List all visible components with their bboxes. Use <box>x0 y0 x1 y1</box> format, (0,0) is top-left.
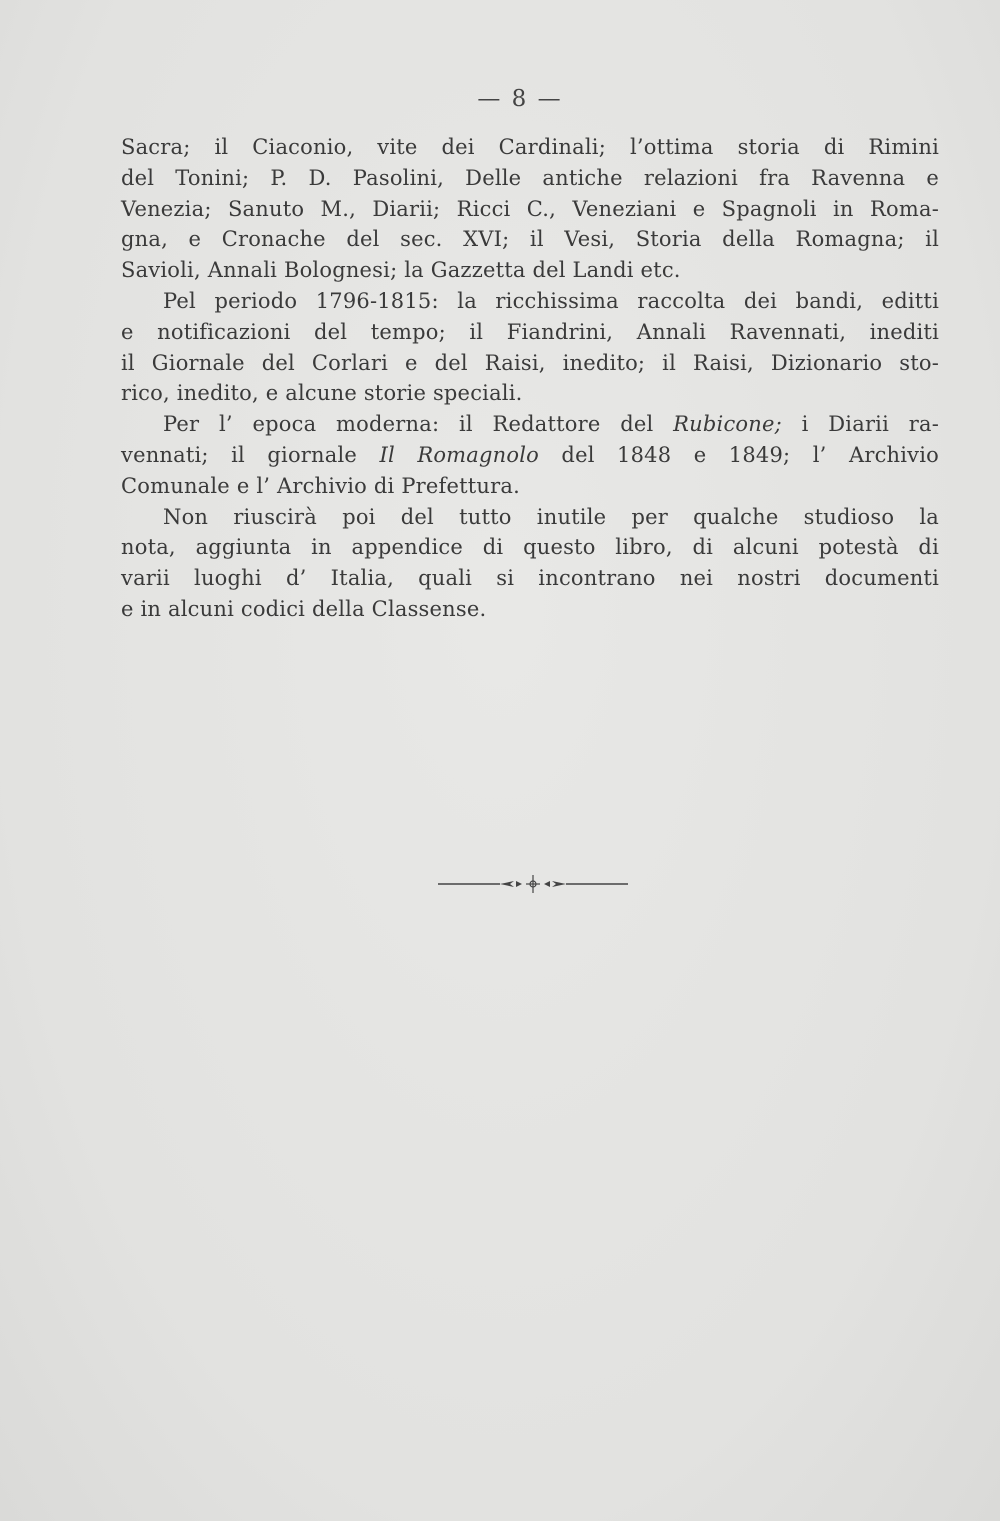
text-line: Venezia; Sanuto M., Diarii; Ricci C., Veneziani e Spagnoli in Roma- <box>121 196 939 221</box>
italic-title: Il Romagnolo <box>379 442 539 467</box>
text-line: varii luoghi d’ Italia, quali si incontrano nei nostri documenti <box>121 566 939 591</box>
text-segment: Per l’ epoca moderna: il Redattore del <box>163 412 674 437</box>
text-segment: i Diarii ra- <box>781 412 939 437</box>
text-line: Sacra; il Ciaconio, vite dei Cardinali; l’ottima storia di Rimini <box>121 135 939 159</box>
text-line: gna, e Cronache del sec. XVI; il Vesi, Storia della Romagna; il <box>121 227 939 252</box>
decorative-divider-icon <box>438 872 628 896</box>
text-line <box>121 409 939 440</box>
text-line: e in alcuni codici della Classense. <box>121 596 487 621</box>
text-line: Comunale e l’ Archivio di Prefettura. <box>121 473 520 498</box>
text-line: del Tonini; P. D. Pasolini, Delle antiche relazioni fra Ravenna e <box>121 165 939 190</box>
text-line: e notificazioni del tempo; il Fiandrini, Annali Ravennati, inediti <box>121 319 939 344</box>
text-line: Savioli, Annali Bolognesi; la Gazzetta del Landi etc. <box>121 258 681 283</box>
text-segment: vennati; il giornale <box>121 442 380 467</box>
text-line: Pel periodo 1796-1815: la ricchissima raccolta dei bandi, editti <box>163 288 939 313</box>
text-line: nota, aggiunta in appendice di questo libro, di alcuni potestà di <box>121 535 939 560</box>
page-number: — 8 — <box>477 86 563 112</box>
italic-title: Rubicone; <box>673 412 782 437</box>
text-segment: del 1848 e 1849; l’ Archivio <box>538 442 939 467</box>
text-line: rico, inedito, e alcune storie speciali. <box>121 381 523 406</box>
text-line: il Giornale del Corlari e del Raisi, inedito; il Raisi, Dizionario sto- <box>121 350 939 375</box>
text-line: Non riuscirà poi del tutto inutile per qualche studioso la <box>163 504 939 529</box>
body-text <box>121 132 939 625</box>
text-line <box>121 440 939 471</box>
